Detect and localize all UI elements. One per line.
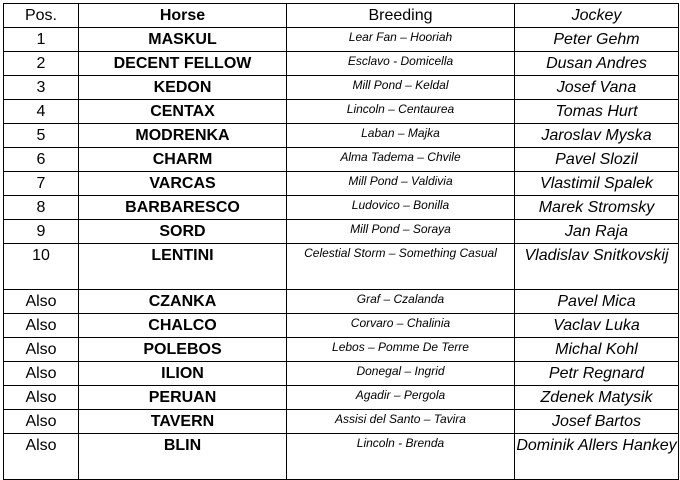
breeding-cell: Mill Pond – Keldal — [287, 76, 515, 100]
header-horse: Horse — [79, 4, 287, 28]
pos-cell: 1 — [4, 28, 79, 52]
table-row — [4, 52, 679, 76]
horse-cell: TAVERN — [79, 410, 287, 434]
table-row — [4, 290, 679, 314]
results-table — [3, 3, 679, 480]
table-row — [4, 410, 679, 434]
pos-cell: Also — [4, 362, 79, 386]
horse-cell: KEDON — [79, 76, 287, 100]
table-row — [4, 148, 679, 172]
breeding-cell: Mill Pond – Valdivia — [287, 172, 515, 196]
breeding-cell: Donegal – Ingrid — [287, 362, 515, 386]
header-pos: Pos. — [4, 4, 79, 28]
horse-cell: VARCAS — [79, 172, 287, 196]
horse-cell: POLEBOS — [79, 338, 287, 362]
pos-cell: Also — [4, 410, 79, 434]
horse-cell: CENTAX — [79, 100, 287, 124]
jockey-cell: Josef Vana — [515, 76, 679, 100]
table-row — [4, 220, 679, 244]
horse-cell: BLIN — [79, 434, 287, 480]
pos-cell: 8 — [4, 196, 79, 220]
jockey-cell: Josef Bartos — [515, 410, 679, 434]
pos-cell: 2 — [4, 52, 79, 76]
breeding-cell: Lincoln - Brenda — [287, 434, 515, 480]
breeding-cell: Celestial Storm – Something Casual — [287, 244, 515, 290]
jockey-cell: Petr Regnard — [515, 362, 679, 386]
pos-cell: 6 — [4, 148, 79, 172]
header-jockey: Jockey — [515, 4, 679, 28]
pos-cell: 10 — [4, 244, 79, 290]
pos-cell: 4 — [4, 100, 79, 124]
breeding-cell: Ludovico – Bonilla — [287, 196, 515, 220]
header-row — [4, 4, 679, 28]
pos-cell: 7 — [4, 172, 79, 196]
horse-cell: CHARM — [79, 148, 287, 172]
horse-cell: DECENT FELLOW — [79, 52, 287, 76]
breeding-cell: Assisi del Santo – Tavira — [287, 410, 515, 434]
breeding-cell: Agadir – Pergola — [287, 386, 515, 410]
jockey-cell: Jan Raja — [515, 220, 679, 244]
jockey-cell: Dusan Andres — [515, 52, 679, 76]
pos-cell: Also — [4, 314, 79, 338]
table-row — [4, 244, 679, 290]
pos-cell: 9 — [4, 220, 79, 244]
breeding-cell: Mill Pond – Soraya — [287, 220, 515, 244]
pos-cell: Also — [4, 290, 79, 314]
horse-cell: MASKUL — [79, 28, 287, 52]
jockey-cell: Zdenek Matysik — [515, 386, 679, 410]
jockey-cell: Vaclav Luka — [515, 314, 679, 338]
table-row — [4, 100, 679, 124]
jockey-cell: Vlastimil Spalek — [515, 172, 679, 196]
breeding-cell: Corvaro – Chalinia — [287, 314, 515, 338]
breeding-cell: Laban – Majka — [287, 124, 515, 148]
pos-cell: 5 — [4, 124, 79, 148]
jockey-cell: Pavel Slozil — [515, 148, 679, 172]
table-row — [4, 172, 679, 196]
breeding-cell: Lear Fan – Hooriah — [287, 28, 515, 52]
jockey-cell: Tomas Hurt — [515, 100, 679, 124]
jockey-cell: Vladislav Snitkovskij — [515, 244, 679, 290]
horse-cell: CZANKA — [79, 290, 287, 314]
breeding-cell: Esclavo - Domicella — [287, 52, 515, 76]
breeding-cell: Graf – Czalanda — [287, 290, 515, 314]
table-row — [4, 386, 679, 410]
jockey-cell: Peter Gehm — [515, 28, 679, 52]
horse-cell: CHALCO — [79, 314, 287, 338]
table-row — [4, 338, 679, 362]
jockey-cell: Michal Kohl — [515, 338, 679, 362]
table-row — [4, 314, 679, 338]
horse-cell: SORD — [79, 220, 287, 244]
pos-cell: Also — [4, 434, 79, 480]
horse-cell: BARBARESCO — [79, 196, 287, 220]
jockey-cell: Pavel Mica — [515, 290, 679, 314]
pos-cell: Also — [4, 338, 79, 362]
breeding-cell: Alma Tadema – Chvile — [287, 148, 515, 172]
table-row — [4, 28, 679, 52]
table-row — [4, 196, 679, 220]
horse-cell: PERUAN — [79, 386, 287, 410]
header-breeding: Breeding — [287, 4, 515, 28]
jockey-cell: Jaroslav Myska — [515, 124, 679, 148]
breeding-cell: Lebos – Pomme De Terre — [287, 338, 515, 362]
jockey-cell: Dominik Allers Hankey — [515, 434, 679, 480]
table-row — [4, 76, 679, 100]
horse-cell: LENTINI — [79, 244, 287, 290]
jockey-cell: Marek Stromsky — [515, 196, 679, 220]
pos-cell: 3 — [4, 76, 79, 100]
table-row — [4, 124, 679, 148]
table-row — [4, 362, 679, 386]
pos-cell: Also — [4, 386, 79, 410]
table-row — [4, 434, 679, 480]
breeding-cell: Lincoln – Centaurea — [287, 100, 515, 124]
horse-cell: MODRENKA — [79, 124, 287, 148]
horse-cell: ILION — [79, 362, 287, 386]
